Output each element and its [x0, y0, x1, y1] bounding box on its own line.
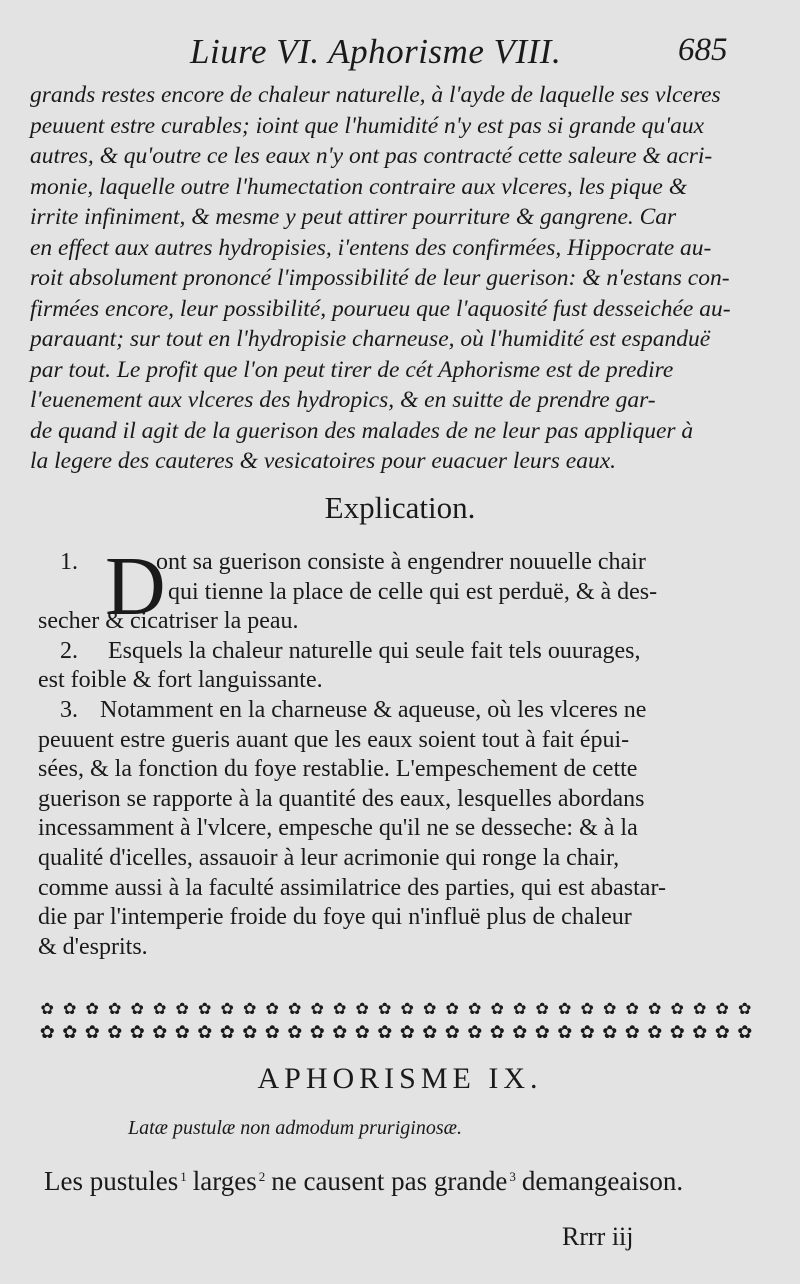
french-translation [44, 1166, 764, 1197]
fleuron-icon: ✿ [152, 1022, 168, 1042]
running-head [0, 28, 800, 78]
fleuron-icon: ✿ [129, 1022, 145, 1042]
text-line [38, 814, 768, 844]
line-text: guerison se rapporte à la quantité des eaux, lesquelles abordans [38, 785, 645, 812]
fleuron-icon: ✿ [558, 999, 572, 1018]
text-segment: ne causent pas grande [271, 1166, 508, 1196]
line-text: qualité d'icelles, assauoir à leur acrimonie qui ronge la chair, [38, 844, 620, 871]
line-text: Notamment en la charneuse & aqueuse, où les vlceres ne [100, 696, 647, 723]
fleuron-icon: ✿ [625, 999, 639, 1018]
text-line: la legere des cauteres & vesicatoires pour euacuer leurs eaux. [30, 448, 617, 474]
fleuron-icon: ✿ [378, 999, 392, 1018]
fleuron-icon: ✿ [85, 999, 99, 1018]
text-line [38, 607, 768, 637]
fleuron-icon: ✿ [715, 999, 729, 1018]
fleuron-icon: ✿ [107, 1022, 123, 1042]
fleuron-icon: ✿ [579, 1022, 595, 1042]
fleuron-icon: ✿ [264, 1022, 280, 1042]
text-segment: demangeaison. [521, 1166, 684, 1196]
ornament-band [36, 998, 756, 1042]
fleuron-icon: ✿ [243, 999, 257, 1018]
continuation-text [30, 80, 770, 477]
fleuron-icon: ✿ [377, 1022, 393, 1042]
fleuron-icon: ✿ [534, 1022, 550, 1042]
line-text: & d'esprits. [38, 933, 148, 960]
text-line: l'euenement aux vlceres des hydropics, & en suitte de prendre gar- [30, 387, 656, 413]
fleuron-icon: ✿ [467, 1022, 483, 1042]
fleuron-icon: ✿ [714, 1022, 730, 1042]
text-line: autres, & qu'outre ce les eaux n'y ont pas contracté cette saleure & acri- [30, 143, 713, 169]
text-line [38, 844, 768, 874]
fleuron-icon: ✿ [580, 999, 594, 1018]
fleuron-icon: ✿ [400, 999, 414, 1018]
line-text: est foible & fort languissante. [38, 667, 323, 694]
text-line: firmées encore, leur possibilité, pourueu que l'aquosité fust desseichée au- [30, 295, 731, 322]
fleuron-icon: ✿ [738, 999, 752, 1018]
text-line [38, 785, 768, 815]
text-line [38, 637, 768, 667]
fleuron-icon: ✿ [108, 999, 122, 1018]
fleuron-icon: ✿ [490, 999, 504, 1018]
note-marker: 3 [509, 1169, 516, 1184]
fleuron-icon: ✿ [422, 1022, 438, 1042]
fleuron-icon: ✿ [670, 999, 684, 1018]
fleuron-icon: ✿ [468, 999, 482, 1018]
fleuron-icon: ✿ [287, 1022, 303, 1042]
fleuron-icon: ✿ [220, 999, 234, 1018]
fleuron-icon: ✿ [648, 999, 662, 1018]
note-marker: 2 [258, 1169, 266, 1184]
line-text: secher & cicatriser la peau. [38, 608, 299, 635]
text-line [38, 696, 768, 726]
fleuron-icon: ✿ [242, 1022, 258, 1042]
text-line: parauant; sur tout en l'hydropisie charneuse, où l'humidité est espanduë [30, 326, 711, 352]
fleuron-icon: ✿ [84, 1022, 100, 1042]
fleuron-icon: ✿ [603, 999, 617, 1018]
line-text: ont sa guerison consiste à engendrer nouuelle chair [156, 549, 646, 575]
fleuron-icon: ✿ [62, 1022, 78, 1042]
text-line [38, 666, 768, 696]
latin-text: Latæ pustulæ non admodum pruriginosæ. [128, 1117, 462, 1139]
fleuron-icon: ✿ [423, 999, 437, 1018]
drop-cap: D [105, 540, 166, 633]
fleuron-icon: ✿ [174, 1022, 190, 1042]
fleuron-icon: ✿ [288, 999, 302, 1018]
text-line: en effect aux autres hydropisies, i'entens des confirmées, Hippocrate au- [30, 234, 712, 261]
fleuron-icon: ✿ [669, 1022, 685, 1042]
fleuron-icon: ✿ [513, 999, 527, 1018]
fleuron-icon: ✿ [309, 1022, 325, 1042]
aphorism-title: APHORISME IX. [257, 1062, 543, 1095]
fleuron-icon: ✿ [624, 1022, 640, 1042]
line-text: sées, & la fonction du foye restablie. L'empeschement de cette [38, 756, 638, 783]
line-text: qui tienne la place de celle qui est perduë, & à des- [168, 578, 658, 605]
fleuron-icon: ✿ [489, 1022, 505, 1042]
line-text: die par l'intemperie froide du foye qui n'influë plus de chaleur [38, 904, 632, 931]
fleuron-icon: ✿ [647, 1022, 663, 1042]
section-title-explication: Explication. [324, 490, 476, 525]
fleuron-icon: ✿ [535, 999, 549, 1018]
text-line: monie, laquelle outre l'humectation contraire aux vlceres, les pique & [30, 173, 687, 200]
text-line [38, 874, 768, 904]
fleuron-icon: ✿ [153, 999, 167, 1018]
line-text: incessamment à l'vlcere, empesche qu'il ne se desseche: & à la [38, 815, 638, 842]
text-line: peuuent estre curables; ioint que l'humidité n'y est pas si grande qu'aux [30, 112, 705, 139]
line-text: peuuent estre gueris auant que les eaux soient tout à fait épui- [38, 726, 630, 753]
text-line [38, 933, 768, 963]
fleuron-icon: ✿ [602, 1022, 618, 1042]
explication-body [38, 540, 768, 962]
text-line: roit absolument prononcé l'impossibilité de leur guerison: & n'estans con- [30, 265, 730, 291]
fleuron-icon: ✿ [399, 1022, 415, 1042]
running-head-title: Liure VI. Aphorisme VIII. [190, 32, 562, 71]
item-number: 3. [60, 696, 78, 723]
fleuron-icon: ✿ [40, 999, 54, 1018]
fleuron-icon: ✿ [63, 999, 77, 1018]
text-line [38, 578, 768, 608]
fleuron-icon: ✿ [198, 999, 212, 1018]
fleuron-icon: ✿ [310, 999, 324, 1018]
text-line [38, 726, 768, 756]
fleuron-icon: ✿ [692, 1022, 708, 1042]
text-segment: larges [192, 1166, 257, 1196]
fleuron-icon: ✿ [197, 1022, 213, 1042]
fleuron-icon: ✿ [175, 999, 189, 1018]
fleuron-icon: ✿ [265, 999, 279, 1018]
line-text: comme aussi à la faculté assimilatrice des parties, qui est abastar- [38, 874, 666, 901]
fleuron-icon: ✿ [219, 1022, 235, 1042]
fleuron-icon: ✿ [354, 1022, 370, 1042]
text-line [38, 755, 768, 785]
fleuron-icon: ✿ [39, 1022, 55, 1042]
line-text: Esquels la chaleur naturelle qui seule fait tels ouurages, [108, 637, 641, 664]
text-line: irrite infiniment, & mesme y peut attirer pourriture & gangrene. Car [30, 204, 677, 230]
fleuron-icon: ✿ [332, 1022, 348, 1042]
item-number: 2. [60, 637, 78, 664]
fleuron-icon: ✿ [512, 1022, 528, 1042]
fleuron-icon: ✿ [557, 1022, 573, 1042]
text-segment: Les pustules [44, 1166, 179, 1196]
page-number: 685 [678, 32, 728, 68]
fleuron-icon: ✿ [445, 999, 459, 1018]
item-number: 1. [60, 549, 78, 575]
note-marker: 1 [180, 1169, 187, 1184]
fleuron-icon: ✿ [130, 999, 144, 1018]
text-line [38, 903, 768, 933]
text-line [38, 548, 768, 578]
text-line: par tout. Le profit que l'on peut tirer de cét Aphorisme est de predire [30, 356, 674, 383]
text-line: grands restes encore de chaleur naturelle, à l'ayde de laquelle ses vlceres [30, 82, 721, 108]
fleuron-icon: ✿ [355, 999, 369, 1018]
text-line: de quand il agit de la guerison des malades de ne leur pas appliquer à [30, 417, 694, 444]
fleuron-icon: ✿ [333, 999, 347, 1018]
signature-mark: Rrrr iij [562, 1222, 634, 1251]
fleuron-icon: ✿ [693, 999, 707, 1018]
fleuron-icon: ✿ [737, 1022, 753, 1042]
fleuron-icon: ✿ [444, 1022, 460, 1042]
